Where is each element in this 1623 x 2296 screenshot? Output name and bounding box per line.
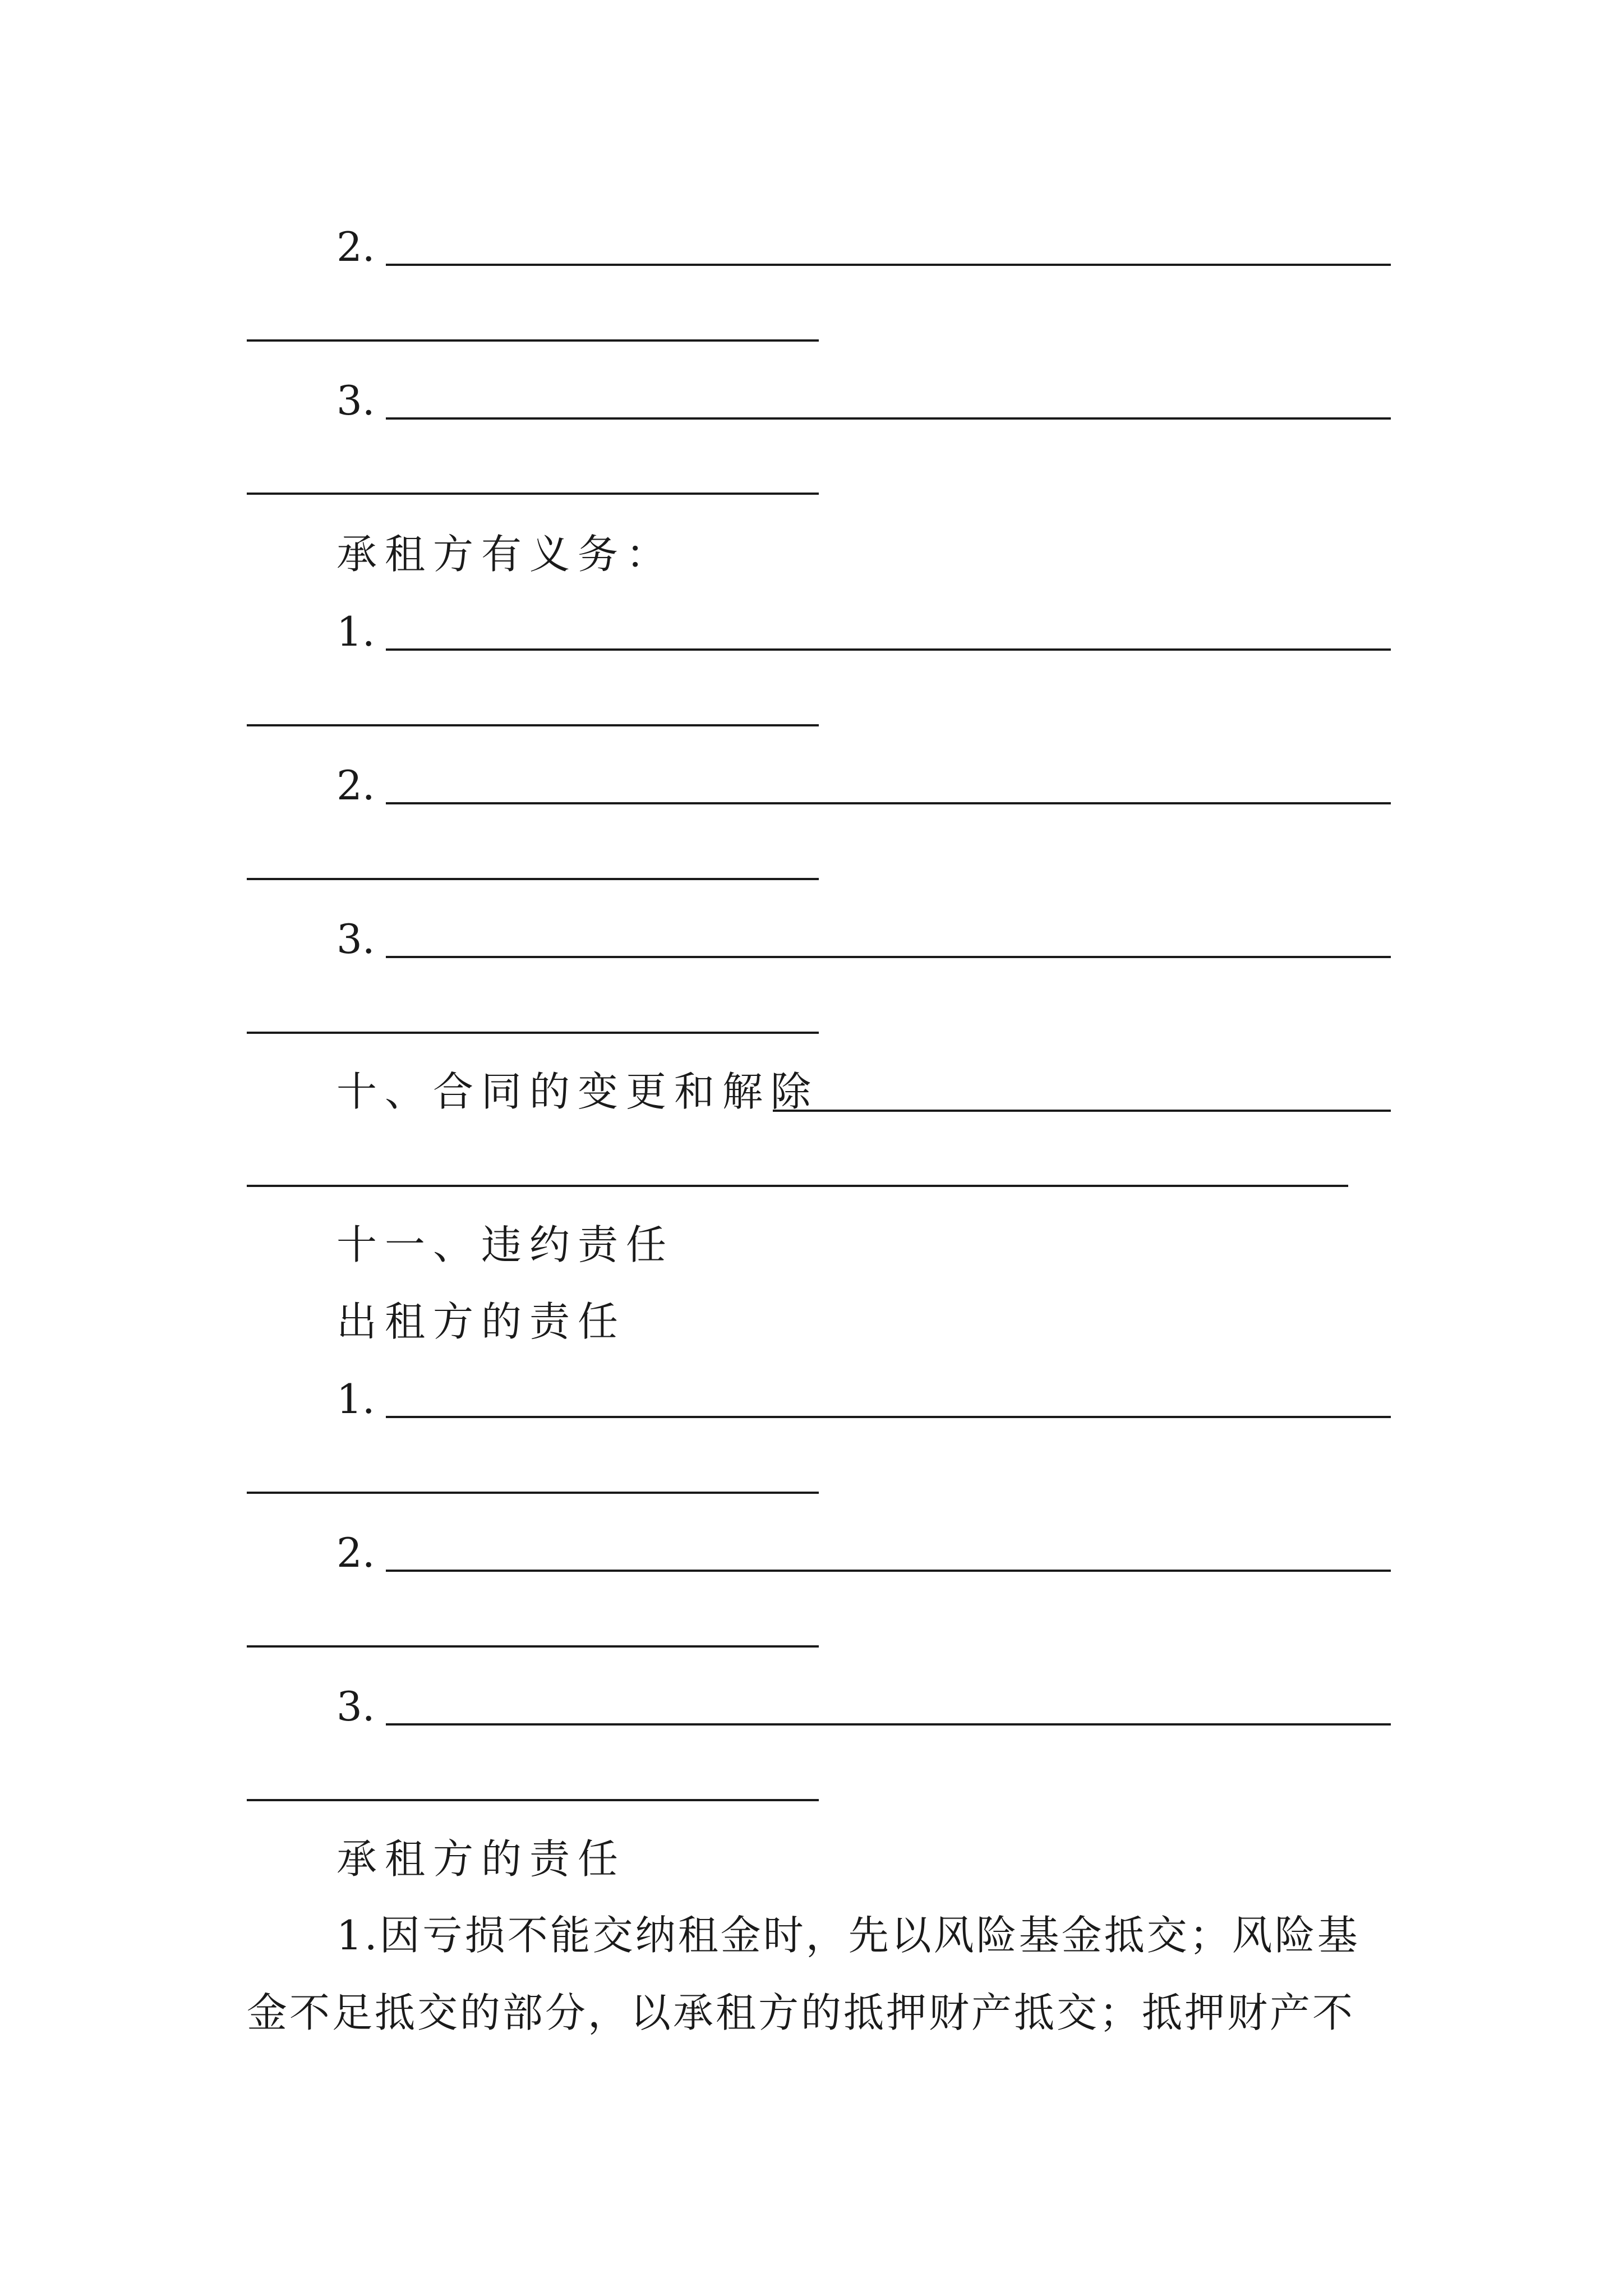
paragraph-line: 1.因亏损不能交纳租金时，先以风险基金抵交；风险基 (336, 1912, 1360, 1959)
blank-line (386, 417, 1391, 420)
blank-line (386, 1723, 1391, 1726)
item-number: 2. (336, 223, 375, 270)
section-heading: 十、合同的变更和解除 (336, 1068, 819, 1115)
blank-line (386, 1416, 1391, 1418)
blank-line (386, 648, 1391, 651)
item-number: 2. (336, 762, 375, 809)
item-number: 2. (336, 1529, 375, 1576)
subsection-heading: 出租方的责任 (336, 1298, 626, 1345)
section-heading: 十一、违约责任 (336, 1221, 675, 1268)
subsection-heading: 承租方的责任 (336, 1835, 626, 1883)
blank-line (386, 956, 1391, 958)
item-number: 3. (336, 377, 375, 424)
blank-line (247, 1799, 819, 1801)
item-number: 3. (336, 915, 375, 963)
blank-line (247, 1185, 1348, 1187)
blank-line (247, 878, 819, 880)
blank-line (247, 339, 819, 342)
section-heading: 承租方有义务： (336, 531, 675, 578)
blank-line (247, 724, 819, 726)
blank-line (386, 802, 1391, 804)
item-number: 1. (336, 1375, 375, 1423)
blank-line (773, 1110, 1391, 1112)
item-number: 1. (336, 608, 375, 655)
item-number: 3. (336, 1683, 375, 1730)
blank-line (247, 493, 819, 495)
blank-line (247, 1645, 819, 1648)
blank-line (386, 1570, 1391, 1572)
blank-line (386, 264, 1391, 266)
blank-line (247, 1032, 819, 1034)
blank-line (247, 1492, 819, 1494)
paragraph-line: 金不足抵交的部分，以承租方的抵押财产抵交；抵押财产不 (247, 1989, 1355, 2036)
